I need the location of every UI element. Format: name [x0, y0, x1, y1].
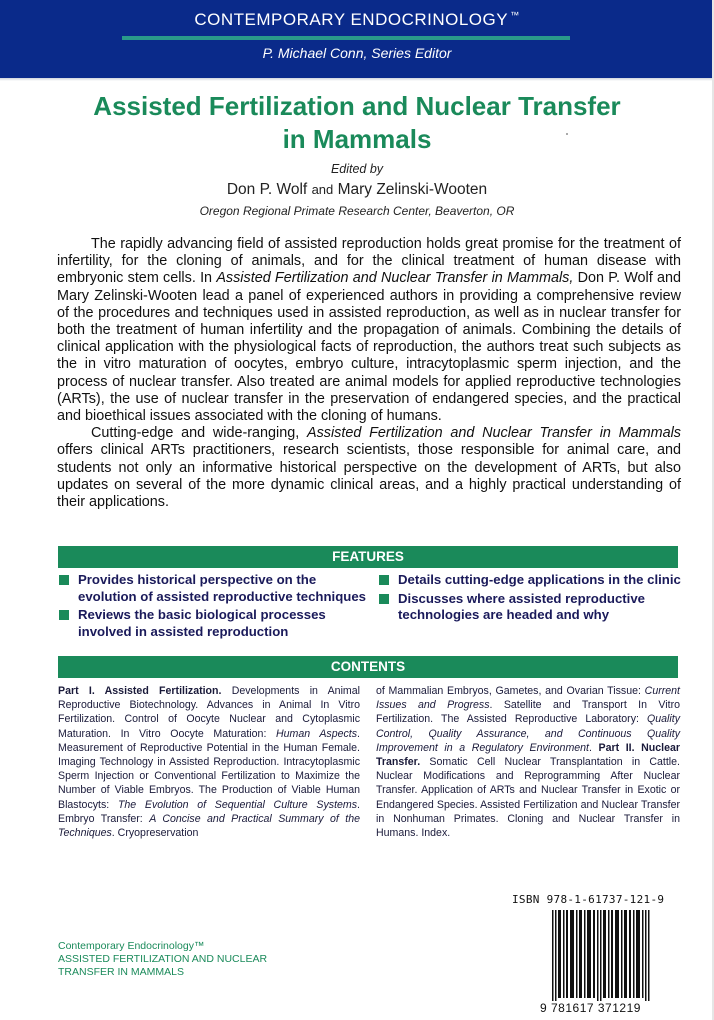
feature-item — [58, 607, 368, 640]
footer-title-line-1: ASSISTED FERTILIZATION AND NUCLEAR — [58, 953, 268, 965]
editor-name-1: Don P. Wolf — [226, 181, 308, 198]
contents-subtitle: Quality Control, Quality Assurance, and Continuous Quality Improvement in a Regulatory Environment — [376, 713, 680, 754]
features-heading: FEATURES — [58, 546, 678, 568]
part-2-label: Part II. Nuclear Transfer. — [376, 741, 680, 769]
contents-text: . Measurement of Reproductive Potential in the Human Female. Imaging Technology in Assisted Reproduction. Intracytoplasmic Sperm Injection or Conventional Fertilization to Maximize the Number of Viable Embryos. The Production of Viable Human Blastocyts: — [58, 727, 360, 811]
editor-names — [0, 181, 714, 199]
square-bullet-icon — [379, 575, 389, 585]
description-text: Don P. Wolf and Mary Zelinski-Wooten lead a panel of experienced authors in providing a comprehensive review of the procedures and techniques used in assisted reproduction, as well as in nuclear transfer for both the treatment of human infertility and the propagation of animals. Combining the details of clinical application with the physiological facts of reproduction, the authors treat such subjects as the in vitro maturation of oocytes, embryo culture, intracytoplasmic sperm injection, and the process of nuclear transfer. Also treated are animal models for applied reproductive technologies (ARTs), the use of nuclear transfer in the preservation of endangered species, and the practical and bioethical issues associated with the cloning of humans. — [57, 270, 681, 425]
edited-by-label: Edited by — [330, 162, 384, 176]
isbn-label: ISBN 978-1-61737-121-9 — [512, 893, 665, 906]
description-text: Cutting-edge and wide-ranging, — [91, 425, 307, 442]
contents-column-left — [58, 684, 360, 840]
book-description — [57, 236, 681, 511]
series-title — [0, 10, 714, 30]
description-book-title: Assisted Fertilization and Nuclear Transfer in Mammals — [307, 425, 681, 442]
editor-conjunction: and — [311, 182, 334, 197]
book-title-line-1: Assisted Fertilization and Nuclear Transfer — [93, 91, 621, 121]
series-header-band — [0, 0, 714, 78]
book-title-line-2: in Mammals — [282, 124, 432, 154]
feature-label: Details cutting-edge applications in the clinic — [398, 572, 681, 587]
contents-subtitle: The Evolution of Sequential Culture Systems — [117, 798, 358, 811]
contents-text: Somatic Cell Nuclear Transplantation in Cattle. Nuclear Modifications and Reprogramming After Nuclear Transfer. Application of ARTs and Nuclear Transfer in Exotic or Endangered Species. Assisted Fertilization and Nuclear Transfer in Nonhuman Primates. Cloning and Nuclear Transfer in Humans. Index. — [376, 756, 680, 840]
series-divider — [122, 36, 570, 40]
description-text: offers clinical ARTs practitioners, research scientists, those responsible for animal care, and students not only an informative historical perspective on the development of ARTs, but also updates on several of the more dynamic clinical areas, and a highly practical understanding of their applications. — [57, 442, 681, 511]
description-paragraph-2 — [57, 425, 681, 511]
book-title — [0, 90, 714, 156]
description-text: The rapidly advancing field of assisted reproduction holds great promise for the treatment of infertility, for the cloning of animals, and for the clinical treatment of human disease with embryonic stem cells. In — [57, 236, 681, 287]
description-paragraph-1 — [57, 236, 681, 425]
series-editor: P. Michael Conn, Series Editor — [262, 45, 452, 61]
features-column-right — [378, 572, 688, 626]
contents-column-right — [376, 684, 680, 840]
editor-affiliation: Oregon Regional Primate Research Center, Beaverton, OR — [199, 204, 515, 218]
header-shadow — [0, 78, 714, 81]
feature-item — [378, 591, 688, 624]
footer-series-info — [58, 940, 318, 979]
series-title-text: CONTEMPORARY ENDOCRINOLOGY — [194, 10, 509, 29]
square-bullet-icon — [59, 575, 69, 585]
contents-text: . — [589, 741, 599, 754]
trademark-symbol: ™ — [510, 10, 520, 21]
contents-text: Developments in Animal Reproductive Biotechnology. Advances in Animal In Vitro Fertilization. Control of Oocyte Nuclear and Cytoplasmic Maturation. In Vitro Oocyte Maturation: — [58, 685, 361, 740]
footer-series-name: Contemporary Endocrinology™ — [58, 940, 205, 952]
contents-subtitle: Current Issues and Progress — [376, 685, 680, 712]
contents-text: of Mammalian Embryos, Gametes, and Ovarian Tissue: — [376, 685, 645, 697]
contents-heading: CONTENTS — [58, 656, 678, 678]
description-book-title: Assisted Fertilization and Nuclear Transfer in Mammals, — [216, 270, 574, 287]
feature-item — [378, 572, 688, 589]
part-1-label: Part I. Assisted Fertilization. — [58, 685, 222, 697]
feature-label: Reviews the basic biological processes involved in assisted reproduction — [78, 607, 326, 639]
features-column-left — [58, 572, 368, 642]
feature-label: Provides historical perspective on the evolution of assisted reproductive techniques — [78, 572, 366, 604]
contents-subtitle: A Concise and Practical Summary of the Techniques — [58, 812, 361, 840]
contents-text: . Satellite and Transport In Vitro Fertilization. The Assisted Reproductive Laboratory: — [376, 699, 680, 726]
barcode-digits: 9 781617 371219 — [540, 1001, 660, 1015]
square-bullet-icon — [59, 610, 69, 620]
feature-label: Discusses where assisted reproductive technologies are headed and why — [398, 590, 646, 622]
footer-title-line-2: TRANSFER IN MAMMALS — [58, 966, 185, 978]
contents-subtitle: Human Aspects — [276, 727, 358, 740]
editor-name-2: Mary Zelinski-Wooten — [337, 181, 488, 198]
square-bullet-icon — [379, 594, 389, 604]
contents-text: . Embryo Transfer: — [58, 798, 360, 825]
feature-item — [58, 572, 368, 605]
barcode-icon — [552, 910, 650, 1004]
contents-text: . Cryopreservation — [111, 827, 199, 840]
